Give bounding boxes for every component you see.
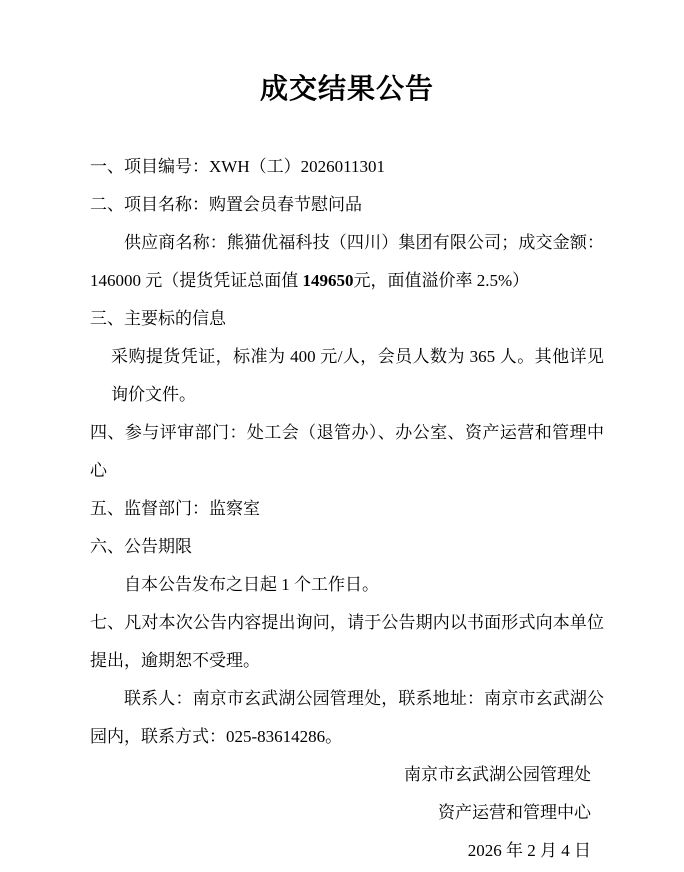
signature-block <box>90 756 604 870</box>
paragraph-project-number: 一、项目编号：XWH（工）2026011301 <box>90 157 385 176</box>
paragraph-subject-heading: 三、主要标的信息 <box>90 309 226 328</box>
supplier-amount-tail: 元，面值溢价率 2.5%） <box>353 271 530 290</box>
supplier-amount-text: 供应商名称：熊猫优福科技（四川）集团有限公司；成交金额：146000 元（提货凭证总面值 <box>90 233 604 290</box>
paragraph-announcement-period-heading: 六、公告期限 <box>90 537 192 556</box>
paragraph-supplier-amount <box>90 224 604 300</box>
paragraph-project-name: 二、项目名称：购置会员春节慰问品 <box>90 195 362 214</box>
paragraph-contact-info: 联系人：南京市玄武湖公园管理处，联系地址：南京市玄武湖公园内，联系方式：025-83614286。 <box>90 689 604 746</box>
voucher-face-value: 149650 <box>302 271 354 290</box>
signature-org: 南京市玄武湖公园管理处 <box>404 765 591 784</box>
paragraph-review-departments: 四、参与评审部门：处工会（退管办）、办公室、资产运营和管理中心 <box>90 423 604 480</box>
paragraph-subject-detail: 采购提货凭证，标准为 400 元/人，会员人数为 365 人。其他详见询价文件。 <box>111 347 604 404</box>
paragraph-announcement-period-detail: 自本公告发布之日起 1 个工作日。 <box>124 575 379 594</box>
paragraph-inquiry-notice: 七、凡对本次公告内容提出询问，请于公告期内以书面形式向本单位提出，逾期恕不受理。 <box>90 613 604 670</box>
signature-dept: 资产运营和管理中心 <box>438 803 591 822</box>
document-title: 成交结果公告 <box>259 74 434 105</box>
paragraph-supervision-department: 五、监督部门：监察室 <box>90 499 260 518</box>
signature-date: 2026 年 2 月 4 日 <box>467 841 591 860</box>
